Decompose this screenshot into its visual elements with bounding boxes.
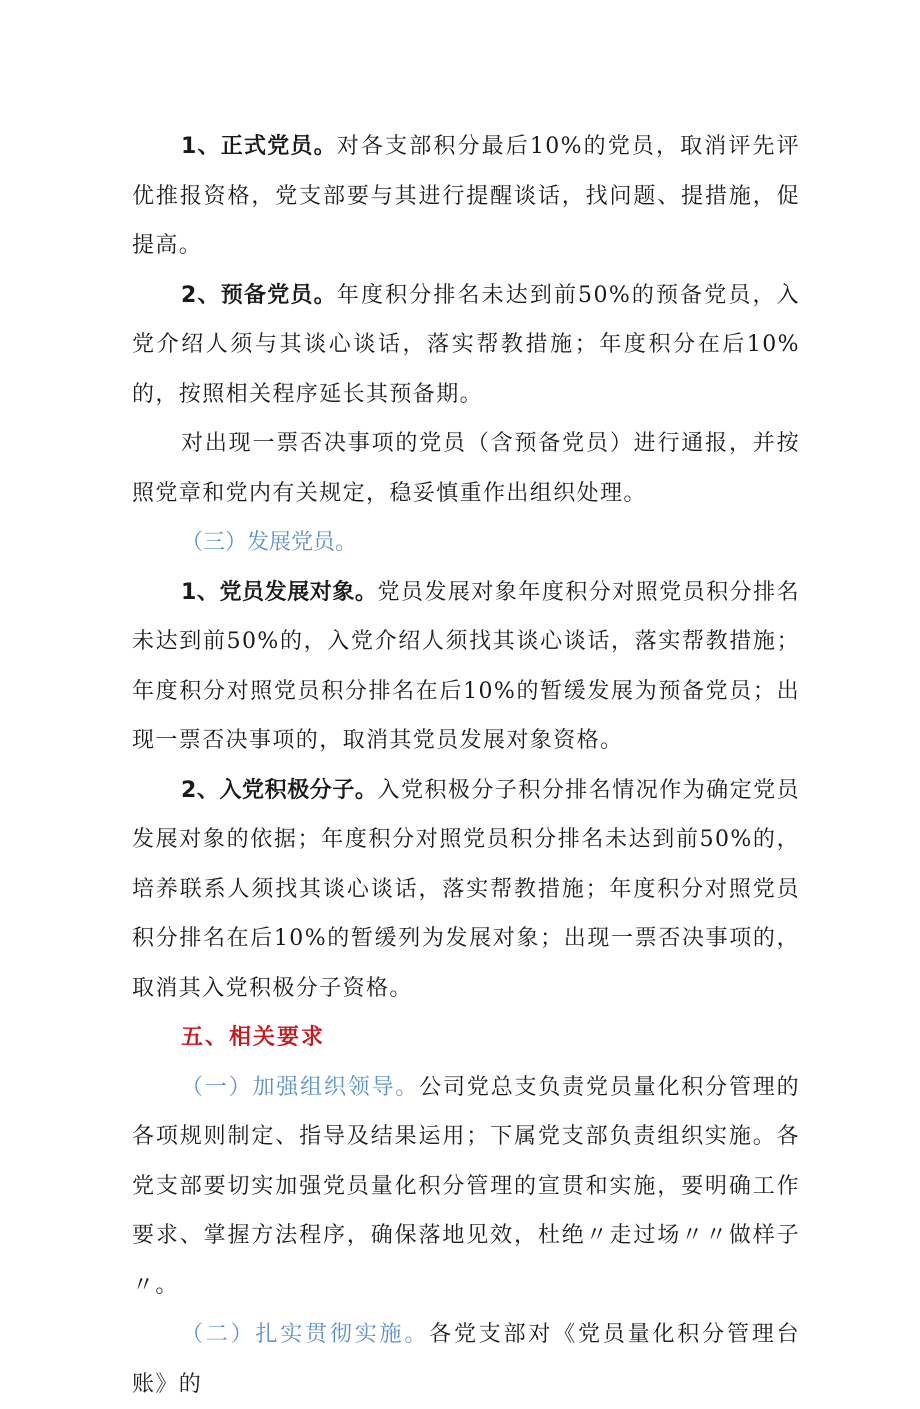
document-page [132,122,800,1409]
paragraph-lead: （二）扎实贯彻实施。 [181,1322,430,1347]
paragraph-body: 各党支部对《党员量化积分管理台账》的 [132,1322,800,1397]
paragraph-body: 对各支部积分最后10%的党员，取消评先评优推报资格，党支部要与其进行提醒谈话，找问题、提措施，促提高。 [132,134,800,258]
paragraph-lead: 2、入党积极分子。 [181,777,378,803]
paragraph-development-target [132,568,800,766]
paragraph-body: 年度积分排名未达到前50%的预备党员，入党介绍人须与其谈心谈话，落实帮教措施；年度积分在后10%的，按照相关程序延长其预备期。 [132,282,800,407]
paragraph-veto-notice [132,419,800,518]
paragraph-lead: 1、正式党员。 [181,134,337,159]
paragraph-activist [132,766,800,1014]
paragraph-full-member [132,122,800,271]
paragraph-body: 公司党总支负责党员量化积分管理的各项规则制定、指导及结果运用；下属党支部负责组织实施。各党支部要切实加强党员量化积分管理的宣贯和实施，要明确工作要求、掌握方法程序，确保落地见效，杜绝〃走过场〃〃做样子〃。 [132,1074,800,1298]
paragraph-organization-leadership [132,1063,800,1311]
paragraph-lead: 1、党员发展对象。 [181,579,378,605]
paragraph-body: 党员发展对象年度积分对照党员积分排名未达到前50%的，入党介绍人须找其谈心谈话，落实帮教措施；年度积分对照党员积分排名在后10%的暂缓发展为预备党员；出现一票否决事项的，取消其党员发展对象资格。 [132,579,800,753]
section-heading-requirements: 五、相关要求 [181,1025,326,1050]
paragraph-probationary-member [132,271,800,420]
subsection-heading-develop-members: （三）发展党员。 [181,530,358,555]
paragraph-lead: （一）加强组织领导。 [181,1074,420,1100]
paragraph-body: 对出现一票否决事项的党员（含预备党员）进行通报，并按照党章和党内有关规定，稳妥慎重作出组织处理。 [132,431,800,506]
paragraph-body: 入党积极分子积分排名情况作为确定党员发展对象的依据；年度积分对照党员积分排名未达到前50%的，培养联系人须找其谈心谈话，落实帮教措施；年度积分对照党员积分排名在后10%的暂缓列为发展对象；出现一票否决事项的，取消其入党积极分子资格。 [132,777,800,1001]
paragraph-implementation [132,1310,800,1409]
paragraph-lead: 2、预备党员。 [181,282,337,308]
